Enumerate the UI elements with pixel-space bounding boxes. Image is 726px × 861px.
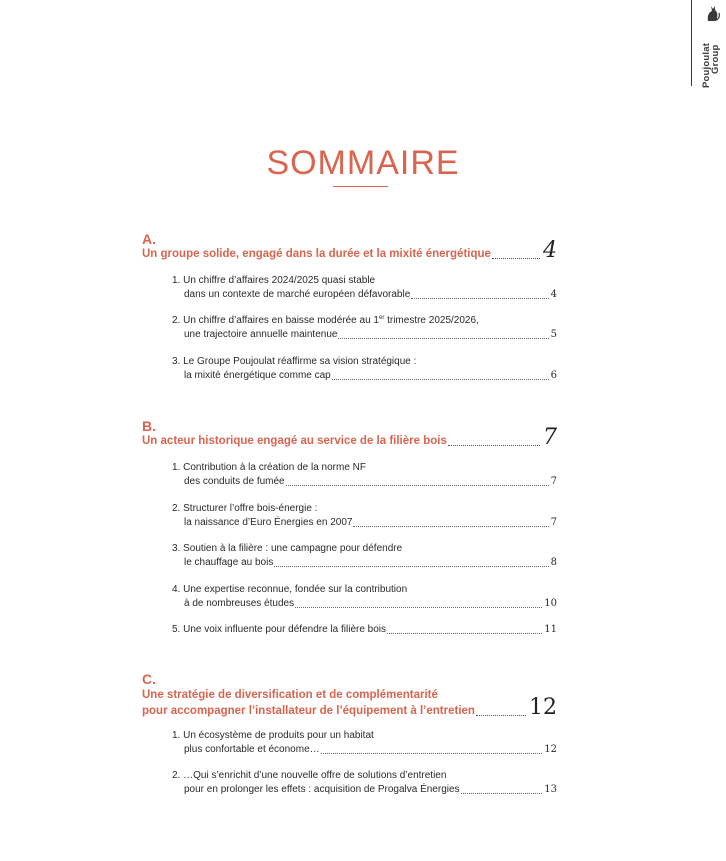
entry-page: 12 bbox=[544, 744, 557, 755]
entry-page: 6 bbox=[550, 370, 557, 381]
section-c-letter: C. bbox=[142, 671, 156, 687]
leader-dots bbox=[274, 566, 548, 567]
entry-line-2: le chauffage au bois bbox=[184, 557, 274, 568]
toc-entry-b3[interactable] bbox=[172, 542, 557, 570]
toc-entry-b5[interactable] bbox=[172, 623, 557, 637]
entry-line-2: la naissance d’Euro Énergies en 2007 bbox=[184, 517, 353, 528]
brand-line-2: Group bbox=[710, 44, 721, 74]
section-a-page: 4 bbox=[543, 238, 557, 263]
entry-line-2: plus confortable et économe… bbox=[184, 744, 320, 755]
entry-page: 4 bbox=[550, 289, 557, 300]
leader-dots bbox=[321, 753, 543, 754]
entry-page: 7 bbox=[550, 517, 557, 528]
entry-page: 10 bbox=[544, 598, 557, 609]
title-underline bbox=[333, 186, 388, 187]
brand-divider bbox=[691, 0, 692, 86]
entry-line-1: 1. Contribution à la création de la norme NF bbox=[172, 462, 366, 473]
entry-page: 8 bbox=[550, 557, 557, 568]
entry-line-1: 2. Structurer l’offre bois-énergie : bbox=[172, 503, 318, 514]
leader-dots bbox=[338, 338, 548, 339]
leader-dots bbox=[448, 445, 540, 446]
section-a-letter: A. bbox=[142, 231, 156, 247]
section-b-page: 7 bbox=[543, 425, 557, 450]
section-c-heading[interactable] bbox=[142, 697, 557, 719]
leader-dots bbox=[332, 379, 549, 380]
leader-dots bbox=[295, 607, 542, 608]
leader-dots bbox=[492, 258, 540, 259]
toc-entry-c1[interactable] bbox=[172, 729, 557, 757]
toc-entry-a1[interactable] bbox=[172, 274, 557, 302]
leader-dots bbox=[476, 715, 526, 716]
toc-entry-b1[interactable] bbox=[172, 461, 557, 489]
leader-dots bbox=[353, 526, 548, 527]
toc-entry-c2[interactable] bbox=[172, 769, 557, 797]
section-c-page: 12 bbox=[529, 695, 557, 720]
section-a-heading[interactable] bbox=[142, 240, 557, 262]
entry-page: 11 bbox=[544, 624, 557, 635]
section-b-title: Un acteur historique engagé au service de la filière bois bbox=[142, 435, 447, 447]
leader-dots bbox=[286, 485, 549, 486]
toc-entry-b2[interactable] bbox=[172, 502, 557, 530]
toc-entry-b4[interactable] bbox=[172, 583, 557, 611]
section-b-heading[interactable] bbox=[142, 427, 557, 449]
section-c-title-line-1: Une stratégie de diversification et de complémentarité bbox=[142, 689, 438, 701]
toc-entry-a2[interactable] bbox=[172, 314, 557, 342]
brand-wordmark bbox=[702, 43, 720, 88]
section-a-title: Un groupe solide, engagé dans la durée et la mixité énergétique bbox=[142, 248, 491, 260]
entry-page: 7 bbox=[550, 476, 557, 487]
entry-line-1: 5. Une voix influente pour défendre la filière bois bbox=[172, 624, 387, 635]
entry-page: 13 bbox=[544, 784, 557, 795]
leader-dots bbox=[461, 793, 543, 794]
cat-logo-icon bbox=[705, 4, 721, 22]
brand-line-1: Poujoulat bbox=[701, 42, 712, 88]
section-b-letter: B. bbox=[142, 418, 156, 434]
entry-line-1: 4. Une expertise reconnue, fondée sur la contribution bbox=[172, 584, 408, 595]
entry-line-1: 1. Un chiffre d’affaires 2024/2025 quasi stable bbox=[172, 275, 376, 286]
section-c-title: pour accompagner l’installateur de l’équipement à l’entretien bbox=[142, 705, 475, 717]
entry-page: 5 bbox=[550, 329, 557, 340]
toc-entry-a3[interactable] bbox=[172, 355, 557, 383]
entry-line-2: dans un contexte de marché européen défavorable bbox=[184, 289, 411, 300]
leader-dots bbox=[387, 633, 542, 634]
entry-line-1: 1. Un écosystème de produits pour un habitat bbox=[172, 730, 374, 741]
entry-line-2: la mixité énergétique comme cap bbox=[184, 370, 331, 381]
leader-dots bbox=[411, 298, 548, 299]
entry-line-2: une trajectoire annuelle maintenue bbox=[184, 329, 338, 340]
entry-line-2: pour en prolonger les effets : acquisition de Progalva Énergies bbox=[184, 784, 460, 795]
entry-line-1: 3. Soutien à la filière : une campagne pour défendre bbox=[172, 543, 403, 554]
entry-line-1: 3. Le Groupe Poujoulat réaffirme sa vision stratégique : bbox=[172, 356, 417, 367]
page-title: SOMMAIRE bbox=[266, 144, 460, 182]
entry-line-1: 2. Un chiffre d’affaires en baisse modérée au 1er trimestre 2025/2026, bbox=[172, 315, 479, 326]
entry-line-1: 2. …Qui s’enrichit d’une nouvelle offre de solutions d’entretien bbox=[172, 770, 447, 781]
entry-line-2: à de nombreuses études bbox=[184, 598, 295, 609]
entry-line-2: des conduits de fumée bbox=[184, 476, 285, 487]
